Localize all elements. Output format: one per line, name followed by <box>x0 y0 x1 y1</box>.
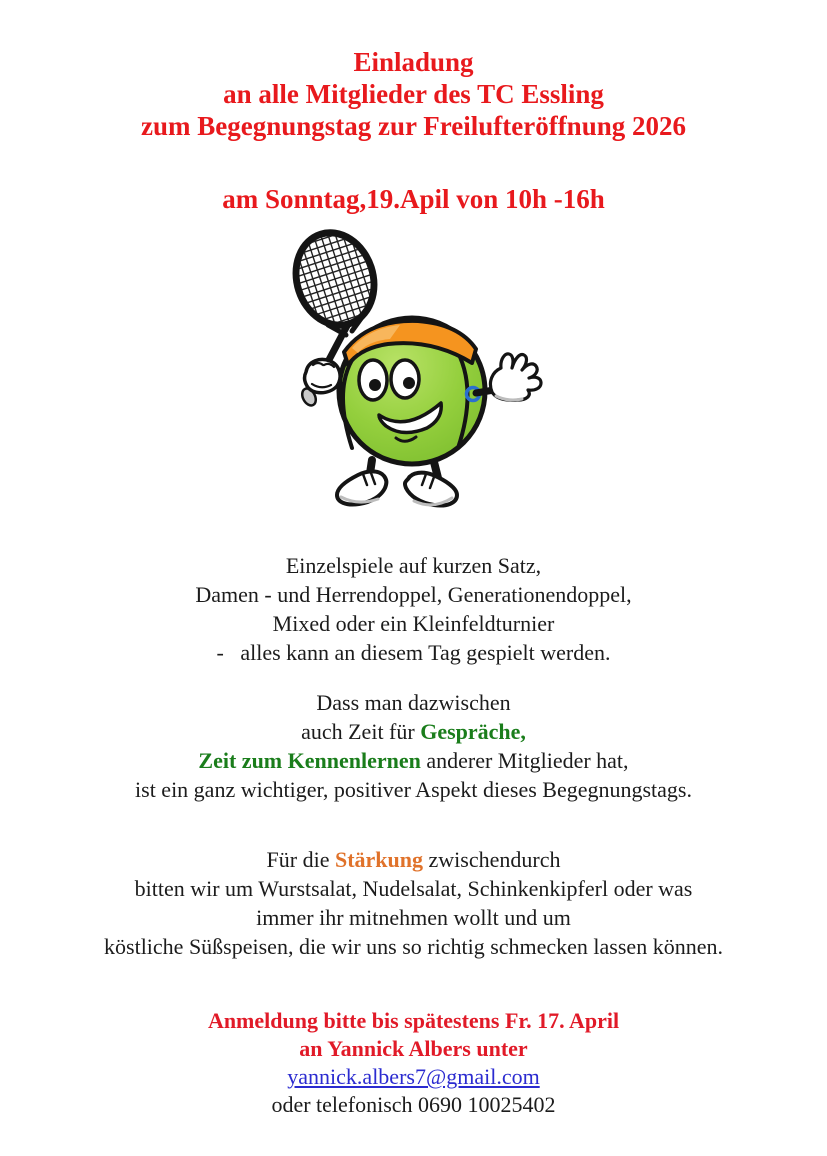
tennis-mascot-illustration <box>268 222 560 520</box>
registration-deadline-line: Anmeldung bitte bis spätestens Fr. 17. April <box>207 1008 620 1033</box>
activities-paragraph <box>0 551 827 667</box>
registration-section <box>0 1007 827 1119</box>
social-line-text: anderer Mitglieder hat, <box>420 748 629 773</box>
social-line: ist ein ganz wichtiger, positiver Aspekt dieses Begegnungstags. <box>135 777 692 802</box>
social-line <box>0 717 827 746</box>
event-date-line: am Sonntag,19.Apil von 10h -16h <box>222 184 605 214</box>
mascot-shoes <box>337 471 457 505</box>
food-paragraph <box>0 845 827 961</box>
food-line: bitten wir um Wurstsalat, Nudelsalat, Schinkenkipferl oder was <box>134 876 693 901</box>
highlight-kennenlernen: Zeit zum Kennenlernen <box>198 748 421 773</box>
highlight-staerkung: Stärkung <box>334 847 424 872</box>
food-line: köstliche Süßspeisen, die wir uns so richtig schmecken lassen können. <box>104 934 723 959</box>
heading-line-2: an alle Mitglieder des TC Essling <box>223 79 604 109</box>
mascot-left-fist <box>304 359 340 392</box>
invitation-heading <box>0 0 827 142</box>
highlight-gespraeche: Gespräche, <box>420 719 526 744</box>
heading-line-3: zum Begegnungstag zur Freilufteröffnung 2026 <box>141 111 686 141</box>
social-paragraph <box>0 688 827 804</box>
email-link[interactable]: yannick.albers7@gmail.com <box>287 1064 540 1089</box>
food-line: immer ihr mitnehmen wollt und um <box>256 905 571 930</box>
social-line: Dass man dazwischen <box>316 690 511 715</box>
registration-contact-line: an Yannick Albers unter <box>299 1036 528 1061</box>
social-line-text: auch Zeit für <box>301 719 421 744</box>
registration-email-line <box>0 1063 827 1091</box>
heading-line-1: Einladung <box>353 47 474 77</box>
tennis-mascot-svg <box>268 222 560 520</box>
activities-line: Einzelspiele auf kurzen Satz, <box>285 553 542 578</box>
food-line-text: zwischendurch <box>423 847 561 872</box>
activities-line: - alles kann an diesem Tag gespielt werden. <box>216 640 611 665</box>
activities-line: Damen - und Herrendoppel, Generationendoppel, <box>195 582 632 607</box>
food-line <box>0 845 827 874</box>
registration-phone-line: oder telefonisch 0690 10025402 <box>271 1092 556 1117</box>
food-line-text: Für die <box>266 847 335 872</box>
social-line <box>0 746 827 775</box>
activities-line: Mixed oder ein Kleinfeldturnier <box>272 611 555 636</box>
